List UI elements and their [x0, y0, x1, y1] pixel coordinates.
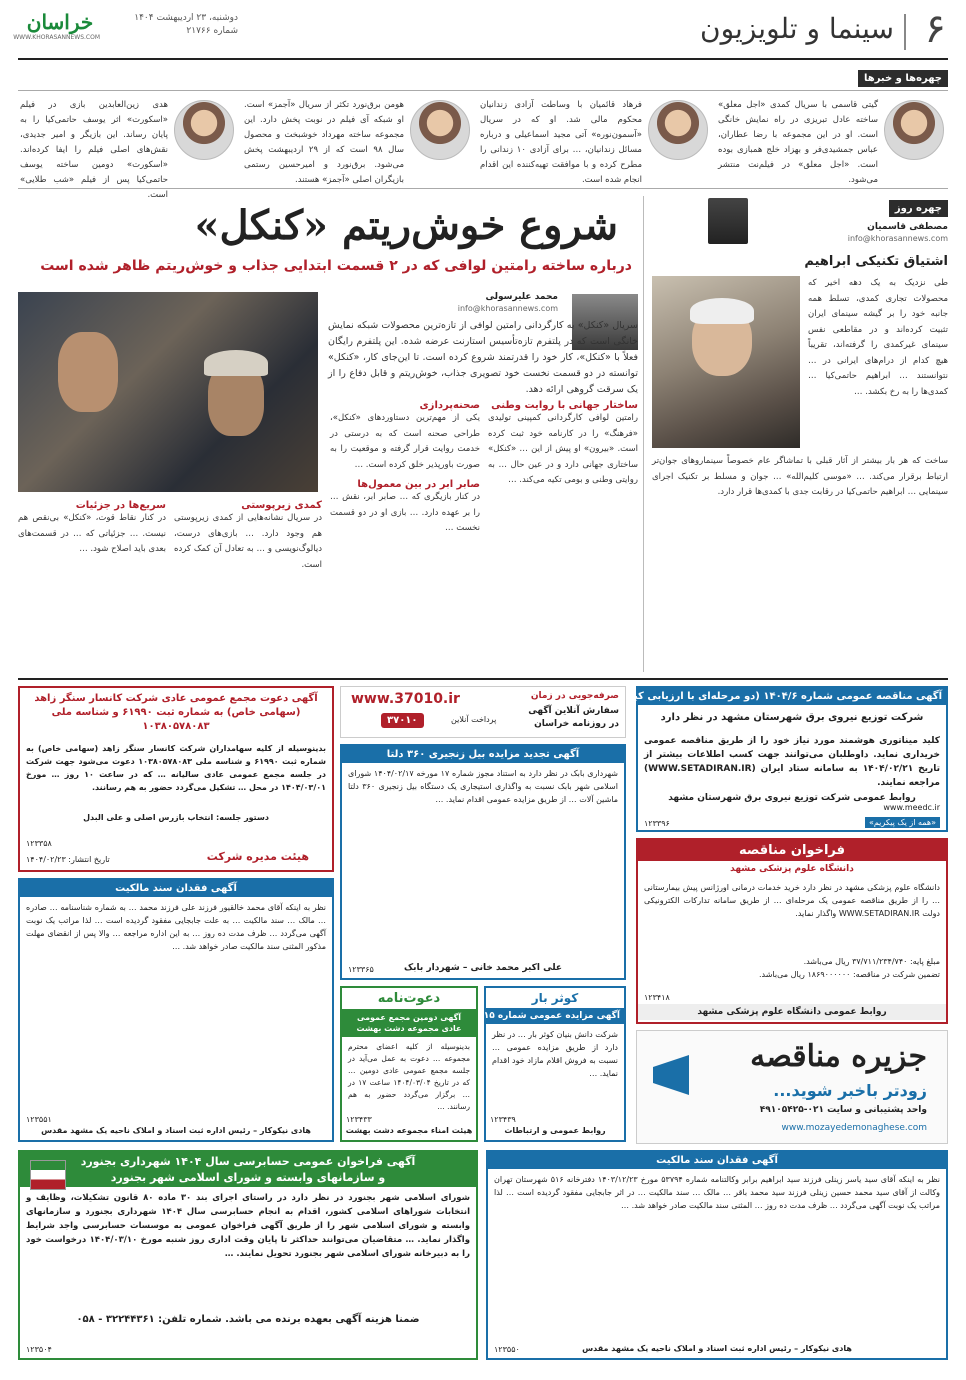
ad-kanasr-sub: (سهامی خاص) به شماره ثبت ۶۱۹۹۰ و شناسه ملی ۱۰۳۸۰۵۷۸۰۸۳	[51, 707, 301, 732]
news-strip	[18, 70, 948, 200]
section-heading-4: صابر ابر در بین معمول‌ها	[357, 479, 480, 490]
ad-kawaran-foot: روابط عمومی و ارتباطات	[504, 1126, 606, 1135]
ad-kawaran-code: ۱۲۳۴۳۹	[490, 1115, 516, 1124]
kankal-scene-photo	[18, 292, 318, 492]
news-item-1: گیتی قاسمی با سریال کمدی «اجل معلق» ساخته عادل تبریزی در راه نمایش خانگی است. او در این مجموعه با رضا عطاران، عباس جمشیدی‌فر و بهزاد خلج همبازی بوده است. «اجل معلق» در فیلم‌نت منتشر می‌شود.	[718, 100, 878, 185]
ad-kanasr-code: ۱۲۳۳۵۸	[26, 839, 52, 848]
chehre-body: طی نزدیک به یک دهه اخیر که محصولات تجاری کمدی، تسلط همه جانبه خود را بر گیشه سینمای ایران تثبیت کرده‌اند و در مقاطعی نفس سینمای غیرکمدی را گرفته‌اند، تقریباً هیچ کدام از درام‌های ایرانی در … نتوانستند … ابراهیم حاتمی‌کیا … کمدی‌ها را به رخ بکشد. …	[808, 278, 948, 397]
ad-farakhan-guarantee: تضمین شرکت در مناقصه: ۱۸۶۹۰۰۰۰۰۰ ریال می‌باشد.	[758, 970, 940, 979]
header-divider	[904, 14, 906, 50]
editorial-ads-rule	[18, 678, 948, 680]
ad-farakhan	[636, 838, 948, 1024]
news-item-4: هدی زین‌العابدین بازی در فیلم «اسکورت» اثر یوسف حاتمی‌کیا را به پایان رساند. این بازیگر و امیر جدیدی، نقش‌های اصلی فیلم را ایفا کرده‌اند. «اسکورت» دومین ساخته یوسف حاتمی‌کیا پس از فیلم «شب طلایی» است.	[20, 100, 168, 200]
ad-kanasr-text: بدینوسیله از کلیه سهامداران شرکت کانسار سنگر زاهد (سهامی خاص) به شماره ثبت ۶۱۹۹۰ و شناسه ملی ۱۰۳۸۰۵۷۸۰۸۳ دعوت می‌شود جهت شرکت در جلسه مجمع عمومی عادی سالیانه … که در ساعت ۱۰ روز … مورخ ۱۴۰۴/۰۳/۰۱ در محل … تشکیل می‌گردد حضور به هم رسانند.	[26, 744, 326, 792]
section-heading-3: کمدی زیرپوستی	[241, 500, 322, 511]
section-heading-5: سریع‌ها در جزئیات	[75, 500, 166, 511]
ad-bojnurd-code: ۱۲۳۵۰۴	[26, 1345, 52, 1354]
ad-davatname-code: ۱۲۳۴۳۳	[346, 1115, 372, 1124]
ad-service-title: صرفه‌جویی در زمان	[530, 691, 619, 701]
ad-service-text: سفارش آنلاین آگهی در روزنامه خراسان	[528, 706, 619, 729]
ad-bojnurd-text: شورای اسلامی شهر بجنورد در نظر دارد در راستای اجرای بند ۳۰ ماده ۸۰ قانون تشکیلات، وظایف و انتخابات شوراهای اسلامی کشور، اقدام به انجام حسابرسی سال ۱۴۰۴ شهرداری بجنورد و سازمانهای وابسته و شورای اسلامی شهر را از طریق آگهی فراخوان عمومی به موسسات حسابرسی واجد شرایط واگذار نماید. … متقاضیان می‌توانند حداکثر تا پایان وقت اداری روز شنبه مورخ ۱۴۰۴/۰۳/۱۰ درخواست خود را به دبیرخانه شورای اسلامی شهر بجنورد تحویل نمایند. …	[26, 1193, 470, 1259]
chehre-rooz-tag: چهره روز	[889, 200, 948, 217]
header-rule	[18, 58, 948, 60]
ad-davatname	[340, 986, 478, 1142]
news-avatar-4	[174, 100, 234, 160]
ad-zanjire-text: شهرداری بابک در نظر دارد به استناد مجوز شماره ۱۷ مورخه ۱۴۰۴/۰۲/۱۷ شورای اسلامی شهر بابک نسبت به واگذاری استیجاری یک دستگاه بیل زنجیری ۳۶۰ دلتا ماشین آلات … از طریق مزایده عمومی اقدام نماید. …	[348, 769, 618, 804]
ad-fogdan1-head: آگهی فقدان سند مالکیت	[20, 880, 332, 897]
news-strip-rule	[18, 90, 948, 91]
masthead-logo	[13, 10, 100, 41]
section-text-2: یکی از مهم‌ترین دستاوردهای «کنکل»، طراحی صحنه است که به درستی در خدمت روایت قرار گرفته و موقعیت را به صورت باورپذیر خلق کرده است. …	[330, 413, 480, 470]
ad-bojnurd-head2: و سازمانهای وابسته و شورای اسلامی شهر بجنورد	[20, 1171, 476, 1187]
ad-mozayede-zanjire	[340, 744, 626, 980]
page-header	[0, 0, 966, 62]
chehre-email: info@khorasannews.com	[847, 234, 948, 243]
ad-fogdan2-head: آگهی فقدان سند مالکیت	[488, 1152, 946, 1169]
article-col-2	[330, 400, 480, 670]
ad-service-dial: ۳۷۰۱۰	[381, 713, 424, 728]
ad-fogdan-2	[486, 1150, 948, 1360]
ad-kawaran-brand: کوثر بار	[531, 991, 579, 1005]
date-persian: دوشنبه، ۲۳ اردیبهشت ۱۴۰۴	[134, 13, 238, 23]
ad-kanasr-head: آگهی دعوت مجمع عمومی عادی شرکت کانسار سنگر زاهد	[34, 693, 318, 704]
ad-farakhan-foot: روابط عمومی دانشگاه علوم پزشکی مشهد	[638, 1004, 946, 1020]
date-block	[108, 12, 238, 38]
ad-farakhan-head: فراخوان مناقصه	[638, 840, 946, 861]
ad-fogdan2-foot: هادی نیکوکار – رئیس اداره ثبت اسناد و املاک ناحیه یک مشهد مقدس	[582, 1344, 852, 1353]
ad-bojnurd	[18, 1150, 478, 1360]
ad-tender-meedc	[612, 686, 948, 832]
ad-kawaran	[478, 986, 626, 1142]
section-title: سینما و تلویزیون	[700, 12, 894, 45]
ad-jazire-title: جزیره مناقصه	[750, 1039, 927, 1074]
issue-number: شماره ۲۱۷۶۶	[186, 26, 238, 36]
ad-jazire-site: www.mozayedemonaghese.com	[781, 1123, 927, 1133]
section-text-3: در سریال نشانه‌هایی از کمدی زیرپوستی هم وجود دارد. … بازی‌های درست، دیالوگ‌نویسی و … به تعادل آن کمک کرده است.	[174, 513, 322, 570]
news-avatar-3	[410, 100, 470, 160]
ad-fogdan2-text: نظر به اینکه آقای سید یاسر زینلی فرزند سید ابراهیم برابر وکالتنامه شماره ۵۳۷۹۴ مورخ ۱۴۰۳/۱۲/۲۳ دفترخانه ۵۱۶ شهرستان تهران وکالت از آقای سید محمد حسین زینلی فرزند سید محمد باقر … مالک … سند مالکیت … در اثر جابجایی مفقود گردیده است … لذا مراتب یک نوبت آگهی می‌گردد … ظرف مدت ده روز … المثنی سند مالکیت صادر خواهد شد. …	[494, 1175, 941, 1210]
ad-davatname-head: آگهی دومین مجمع عمومی عادی مجموعه دشت بهشت	[342, 1009, 476, 1037]
section-text-1: رامتین لوافی کارگردانی کمپینی تولیدی «فرهنگ» را در کارنامه خود ثبت کرده است. «بیرون» او پیش از این … «کنکل» ساختاری جهانی دارد و در عین حال … به روایتی وطنی و بومی تکیه می‌کند. …	[488, 413, 638, 485]
emblem-icon	[30, 1160, 66, 1190]
hatamikia-photo	[652, 276, 800, 448]
ad-bojnurd-head: آگهی فراخوان عمومی حسابرسی سال ۱۴۰۴ شهرداری بجنورد	[20, 1152, 476, 1171]
article-subhead: درباره ساخته رامتین لوافی که در ۲ قسمت ابتدایی جذاب و خوش‌ریتم ظاهر شده است	[40, 258, 632, 274]
megaphone-icon	[653, 1055, 713, 1095]
news-avatar-1	[884, 100, 944, 160]
news-strip-tag: چهره‌ها و خبرها	[858, 70, 948, 87]
ad-fogdan-1	[18, 878, 334, 1142]
ad-tender-head: آگهی مناقصه عمومی شماره ۱۴۰۴/۶ (دو مرحله‌ای با ارزیابی کیفی)	[638, 688, 946, 705]
author-photo	[708, 198, 748, 244]
news-item-2: فرهاد قائمیان با وساطت آزادی زندانیان محکوم مالی شد. او که در سریال «آسمون‌نوره» آتی مجید اسماعیلی و درباره مسائل زندانیان، … برای آزادی ۱۰ زندانی را مطرح کرده و با موافقت تهیه‌کننده این اقدام انجام شده است.	[480, 100, 642, 185]
ad-farakhan-code: ۱۲۳۴۱۸	[644, 993, 670, 1002]
ad-davatname-title: دعوت‌نامه	[377, 991, 441, 1006]
chehre-rooz-column	[652, 196, 948, 672]
ad-kanasr	[18, 686, 334, 872]
ad-kawaran-text: شرکت دانش بنیان کوثر بار … در نظر دارد از طریق مزایده عمومی … نسبت به فروش اقلام مازاد خود اقدام نماید. …	[492, 1030, 618, 1078]
page-number: ۶	[924, 6, 946, 52]
ad-kanasr-foot: هیئت مدیره شرکت	[206, 850, 309, 863]
ad-farakhan-org: دانشگاه علوم پزشکی مشهد	[730, 864, 854, 874]
section-heading-1: ساختار جهانی با روایت وطنی	[491, 400, 638, 411]
ad-kanasr-agenda: دستور جلسه: انتخاب بازرس اصلی و علی البدل	[83, 813, 269, 822]
ad-zanjire-code: ۱۲۳۳۶۵	[348, 965, 374, 974]
ad-tender-site: www.meedc.ir	[883, 803, 940, 812]
ad-zanjire-foot: علی اکبر محمد خانی – شهردار بابک	[403, 963, 563, 973]
news-avatar-2	[648, 100, 708, 160]
logo-text: خراسان	[26, 10, 94, 34]
article-email: info@khorasannews.com	[457, 304, 558, 313]
chehre-title: اشتیاق تکنیکی ابراهیم	[804, 254, 948, 269]
column-divider	[643, 196, 644, 672]
chehre-body-2: ساخت که هر بار بیشتر از آثار قبلی با تماشاگر عام خصوصاً سینماروهای جوان‌تر ارتباط برقرار می‌کند. … «موسی کلیم‌الله» … جوان و مسلط بر تکنیک اجرای سینمایی … ابراهیم حاتمی‌کیا در رقابت جدی با کمدی‌ها قرار دارد.	[652, 456, 948, 497]
ad-jazire-support: واحد پشتیبانی و سایت ۰۲۱-۴۹۱۰۵۴۲۵	[759, 1105, 927, 1115]
ad-kanasr-date: تاریخ انتشار: ۱۴۰۴/۰۲/۲۳	[26, 855, 110, 864]
ad-service-site: www.37010.ir	[351, 691, 460, 707]
article-lead: سریال «کنکل» به کارگردانی رامتین لوافی از تازه‌ترین محصولات شبکه نمایش خانگی است که در پلتفرم تازه‌تأسیس استارنت عرضه شده. این پلتفرم رایگان فعلاً با «کنکل»، کار خود را قدرتمند شروع کرده است. تا این‌جای کار، «کنکل» توانسته در دو قسمت نخست خود تصویری جذاب، خوش‌ریتم و قابل دفاع را از یک سرقت گروهی ارائه دهد.	[328, 320, 638, 395]
ad-davatname-text: بدینوسیله از کلیه اعضای محترم مجموعه … دعوت به عمل می‌آید در جلسه مجمع عمومی عادی دومین … که در تاریخ ۱۴۰۴/۰۳/۰۴ ساعت ۱۷ در … برگزار می‌گردد حضور به هم رسانند. …	[348, 1042, 470, 1111]
main-article	[18, 196, 638, 672]
ad-tender-text: کلید میناتوری هوشمند مورد نیاز خود را از طریق مناقصه عمومی خریداری نماید. داوطلبان می‌توانند جهت کسب اطلاعات بیشتر از تاریخ ۱۴۰۴/۰۲/۲۱ به سامانه ستاد ایران (WWW.SETADIRAN.IR) مراجعه نمایند.	[644, 736, 940, 788]
chehre-author: مصطفی قاسمیان	[867, 222, 948, 232]
article-col-4	[18, 500, 166, 670]
ad-davatname-foot: هیئت امناء مجموعه دشت بهشت	[345, 1126, 473, 1135]
ad-khorasan-service	[340, 686, 626, 738]
ad-fogdan1-text: نظر به اینکه آقای محمد خالقیور فرزند علی فرزند محمد … به شماره شناسنامه … صادره … مالک … سند مالکیت … به علت جابجایی مفقود گردیده است … لذا مراتب یک نوبت آگهی می‌گردد … ظرف مدت ده روز … به این اداره مراجعه … والا پس از انقضای مهلت مذکور المثنی سند مالکیت صادر خواهد شد. …	[26, 903, 326, 951]
ad-jazire-sub: زودتر باخبر شوید...	[773, 1081, 927, 1100]
ad-fogdan1-foot: هادی نیکوکار – رئیس اداره ثبت اسناد و املاک ناحیه یک مشهد مقدس	[41, 1126, 311, 1135]
ad-bojnurd-tel: ضمنا هزینه آگهی بعهده برنده می باشد. شماره تلفن: ۳۲۲۴۴۳۶۱ - ۰۵۸	[76, 1314, 420, 1325]
news-item-3: هومن برق‌نورد تکثر از سریال «آجمز» است. او شبکه آی فیلم در نوبت پخش دارد. این مجموعه ساخته مهرداد خوشبخت و محصول سال ۹۸ است که از ۲۹ اردیبهشت پخش می‌شود. برق‌نورد و امیرحسین رستمی بازیگران اصلی «آجمز» هستند.	[244, 100, 405, 185]
ad-farakhan-text: دانشگاه علوم پزشکی مشهد در نظر دارد خرید خدمات درمانی اورژانس پیش بیمارستانی … را از طریق مناقصه عمومی یک مرحله‌ای … از طریق سامانه تدارکات الکترونیکی دولت WWW.SETADIRAN.IR واگذار نماید.	[644, 883, 940, 918]
ad-farakhan-fee: مبلغ پایه: ۳۷/۷۱۱/۲۳۴/۷۴۰ ریال می‌باشد.	[803, 957, 940, 966]
ad-jazire	[636, 1030, 948, 1144]
article-col-3	[174, 500, 322, 670]
article-headline: شروع خوش‌ریتم «کنکل»	[194, 202, 618, 249]
ad-tender-code: ۱۲۳۳۹۶	[644, 819, 670, 828]
ad-kawaran-head: آگهی مزایده عمومی شماره ۱۱۵	[486, 1008, 624, 1024]
logo-site: WWW.KHORASANNEWS.COM	[13, 34, 100, 41]
section-text-4: در کنار بازیگری که … صابر ابر، نقش … را بر عهده دارد. … بازی او در دو قسمت نخست …	[330, 492, 480, 533]
ad-tender-foot: روابط عمومی شرکت توزیع نیروی برق شهرستان مشهد	[668, 793, 916, 803]
article-col-1	[488, 400, 638, 670]
section-text-5: در کنار نقاط قوت، «کنکل» بی‌نقص هم نیست. … جزئیاتی که … در قسمت‌های بعدی باید اصلاح شود. …	[18, 513, 166, 554]
section-heading-2: صحنه‌پردازی	[419, 400, 480, 411]
ad-fogdan2-code: ۱۲۳۵۵۰	[494, 1345, 520, 1354]
ad-tender-slogan: «همه از یک پیکریم»	[865, 817, 940, 828]
news-strip-bottom-rule	[18, 188, 948, 189]
ad-zanjire-head: آگهی تجدید مزایده بیل زنجیری ۳۶۰ دلتا	[342, 746, 624, 763]
ad-fogdan1-code: ۱۲۳۵۵۱	[26, 1115, 52, 1124]
ad-tender-company: شرکت توزیع نیروی برق شهرستان مشهد در نظر دارد	[660, 712, 924, 723]
article-author: محمد علیرسولی	[485, 292, 558, 302]
ad-service-label: پرداخت آنلاین	[451, 715, 497, 724]
